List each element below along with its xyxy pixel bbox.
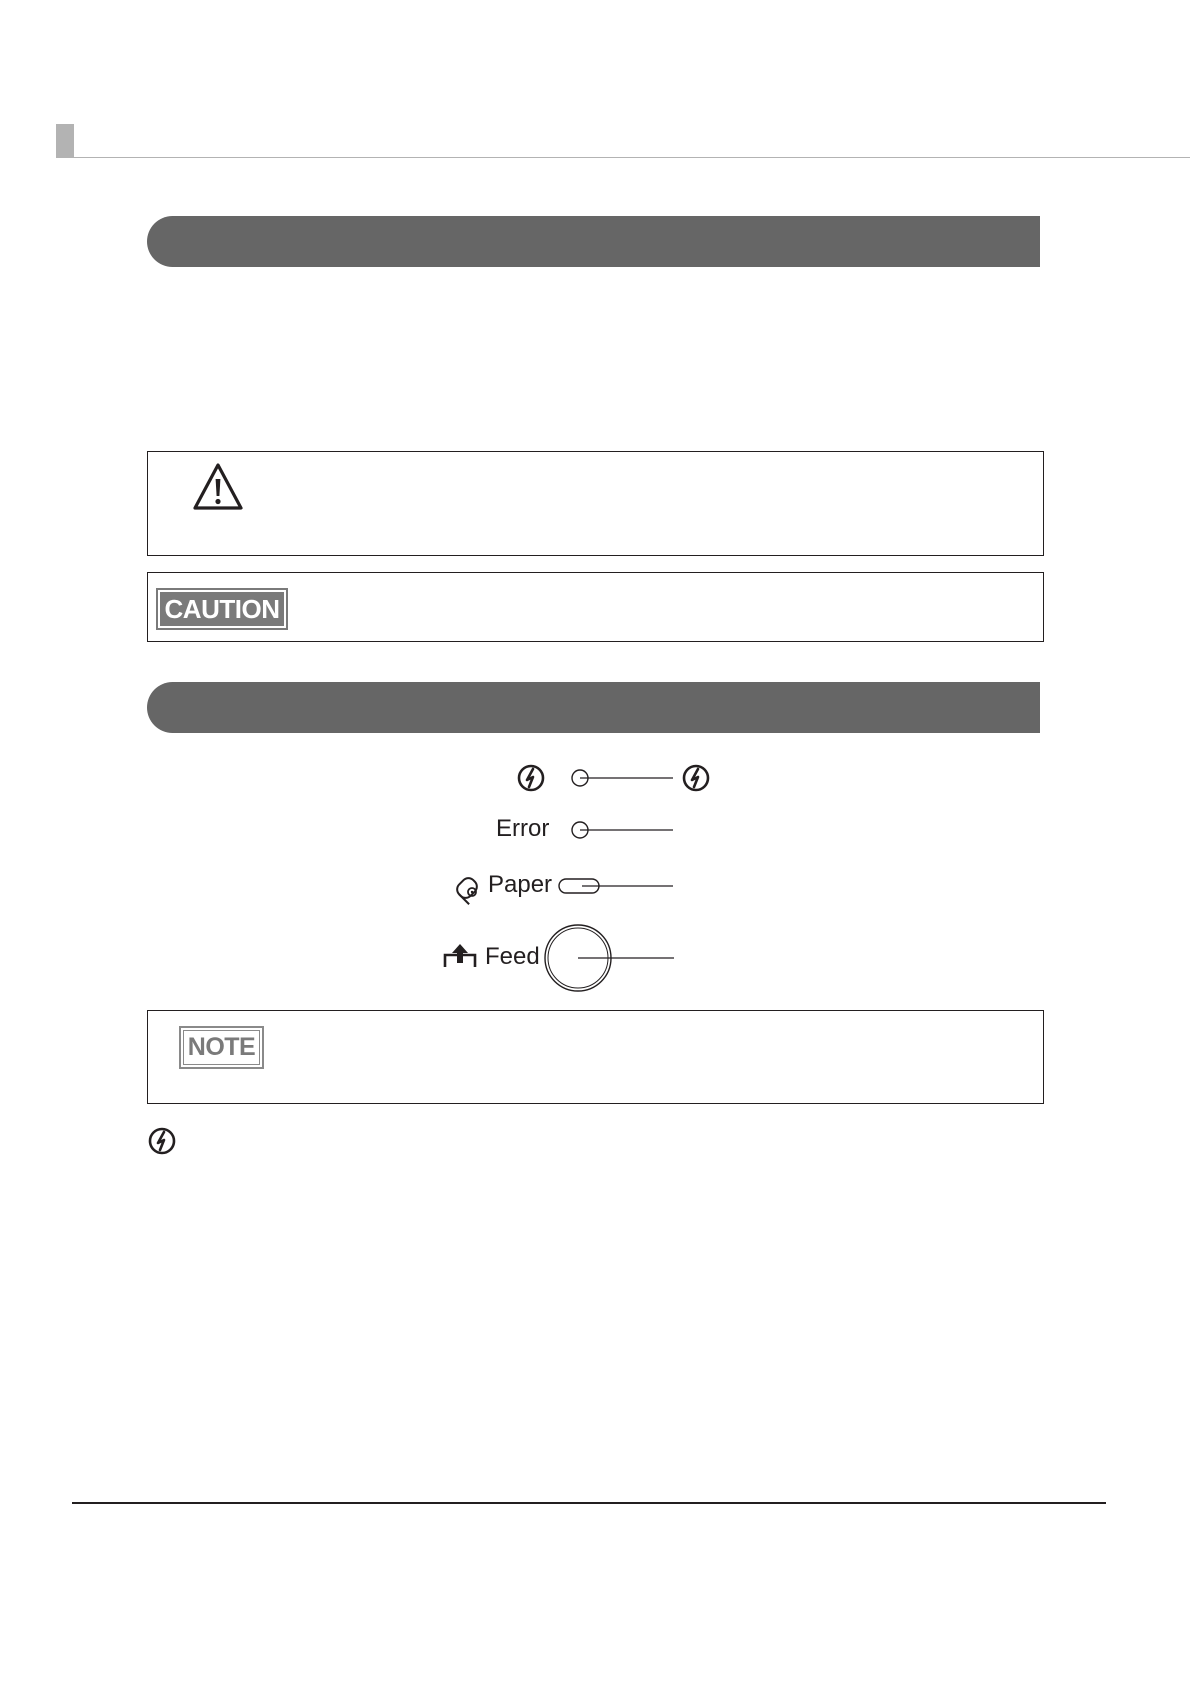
header-tab-marker xyxy=(56,124,74,158)
section-heading-bar-2 xyxy=(147,682,1040,733)
feed-label: Feed xyxy=(485,943,540,970)
power-icon xyxy=(681,763,711,793)
error-led-indicator xyxy=(570,820,676,840)
power-icon xyxy=(147,1126,177,1156)
paper-roll-icon xyxy=(451,871,483,905)
note-box xyxy=(147,1010,1044,1104)
caution-badge: CAUTION xyxy=(156,588,288,630)
note-badge xyxy=(179,1026,264,1069)
footer-rule xyxy=(72,1502,1106,1504)
power-led-indicator xyxy=(570,768,676,788)
feed-arrow-icon xyxy=(443,941,477,969)
paper-label: Paper xyxy=(488,871,553,898)
feed-button[interactable] xyxy=(543,923,677,993)
header-rule xyxy=(56,157,1190,158)
error-label: Error xyxy=(496,815,550,842)
warning-box xyxy=(147,451,1044,556)
warning-triangle-icon xyxy=(192,462,244,512)
section-heading-bar-1 xyxy=(147,216,1040,267)
note-badge-label: NOTE xyxy=(183,1030,260,1065)
paper-led-indicator xyxy=(558,876,676,896)
power-icon xyxy=(516,763,546,793)
